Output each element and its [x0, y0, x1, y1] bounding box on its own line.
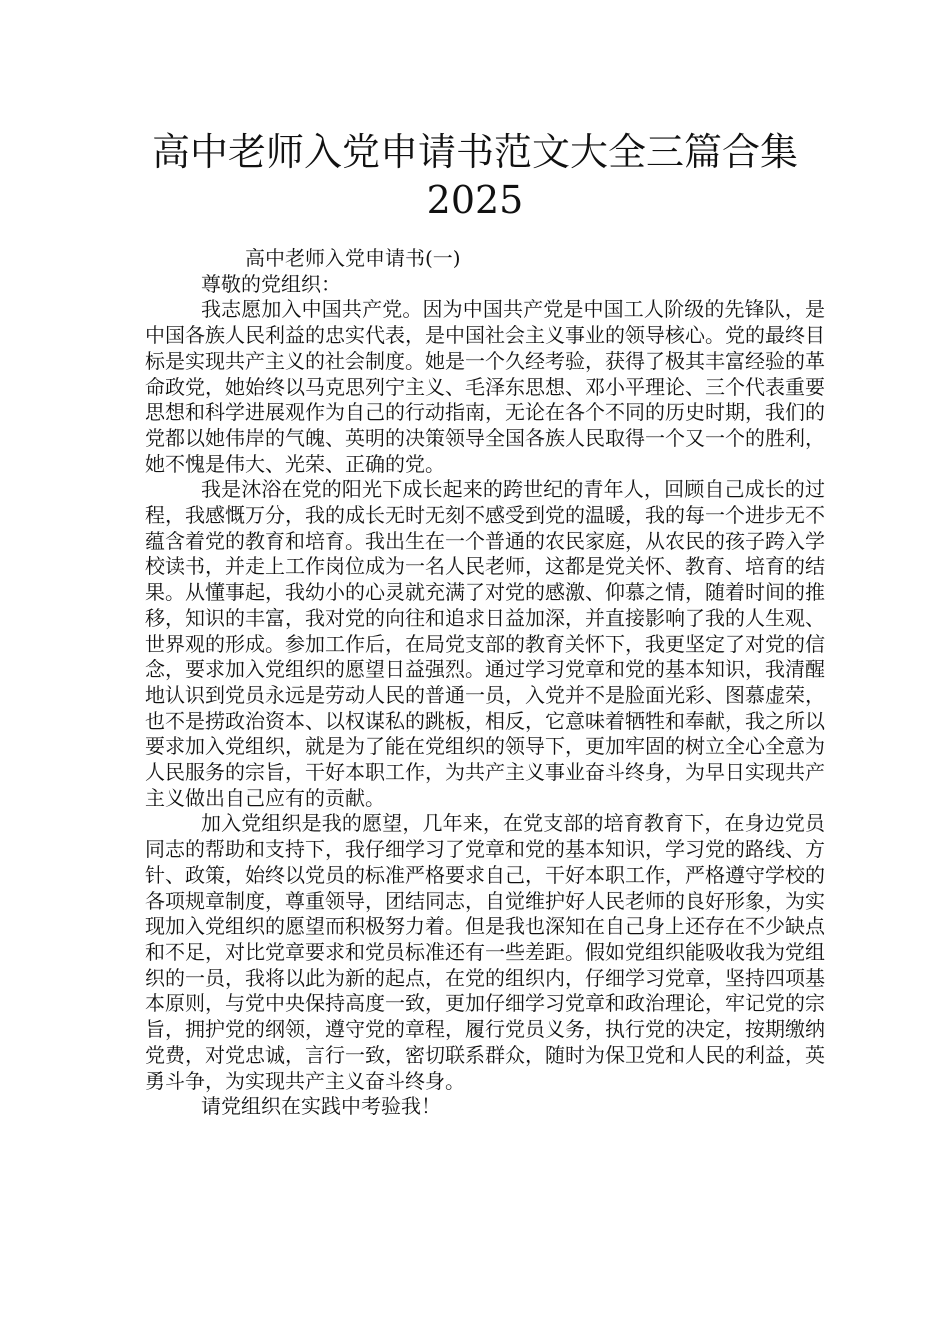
closing-line: 请党组织在实践中考验我！: [201, 1094, 441, 1119]
section-heading: 高中老师入党申请书(一): [245, 246, 461, 270]
document-title-year: 2025: [426, 178, 524, 222]
document-title: 高中老师入党申请书范文大全三篇合集: [151, 130, 798, 174]
body-paragraph-3: 加入党组织是我的愿望，几年来，在党支部的培育教育下，在身边党员同志的帮助和支持下，我仔细学习了党章和党的基本知识，学习党的路线、方针、政策，始终以党员的标准严格要求自己，干好本职工作，严格遵守学校的各项规章制度，尊重领导，团结同志，自觉维护好人民老师的良好形象，为实现加入党组织的愿望而积极努力着。但是我也深知在自己身上还存在不少缺点和不足，对比党章要求和党员标准还有一些差距。假如党组织能吸收我为党组织的一员，我将以此为新的起点，在党的组织内，仔细学习党章，坚持四项基本原则，与党中央保持高度一致，更加仔细学习党章和政治理论，牢记党的宗旨，拥护党的纲领，遵守党的章程，履行党员义务，执行党的决定，按期缴纳党费，对党忠诚，言行一致，密切联系群众，随时为保卫党和人民的利益，英勇斗争，为实现共产主义奋斗终身。: [145, 811, 825, 1093]
salutation: 尊敬的党组织：: [201, 271, 341, 296]
body-paragraph-2: 我是沐浴在党的阳光下成长起来的跨世纪的青年人，回顾自己成长的过程，我感慨万分，我的成长无时无刻不感受到党的温暖，我的每一个进步无不蕴含着党的教育和培育。我出生在一个普通的农民家庭，从农民的孩子跨入学校读书，并走上工作岗位成为一名人民老师，这都是党关怀、教育、培育的结果。从懂事起，我幼小的心灵就充满了对党的感激、仰慕之情，随着时间的推移，知识的丰富，我对党的向往和追求日益加深，并直接影响了我的人生观、世界观的形成。参加工作后，在局党支部的教育关怀下，我更坚定了对党的信念，要求加入党组织的愿望日益强烈。通过学习党章和党的基本知识，我清醒地认识到党员永远是劳动人民的普通一员，入党并不是脸面光彩、图慕虚荣，也不是捞政治资本、以权谋私的跳板，相反，它意味着牺牲和奉献，我之所以要求加入党组织，就是为了能在党组织的领导下，更加牢固的树立全心全意为人民服务的宗旨，干好本职工作，为共产主义事业奋斗终身，为早日实现共产主义做出自己应有的贡献。: [145, 477, 825, 810]
document-body: [145, 246, 825, 1120]
body-paragraph-1: 我志愿加入中国共产党。因为中国共产党是中国工人阶级的先锋队，是中国各族人民利益的忠实代表，是中国社会主义事业的领导核心。党的最终目标是实现共产主义的社会制度。她是一个久经考验，获得了极其丰富经验的革命政党，她始终以马克思列宁主义、毛泽东思想、邓小平理论、三个代表重要思想和科学进展观作为自己的行动指南，无论在各个不同的历史时期，我们的党都以她伟岸的气魄、英明的决策领导全国各族人民取得一个又一个的胜利，她不愧是伟大、光荣、正确的党。: [145, 297, 825, 476]
